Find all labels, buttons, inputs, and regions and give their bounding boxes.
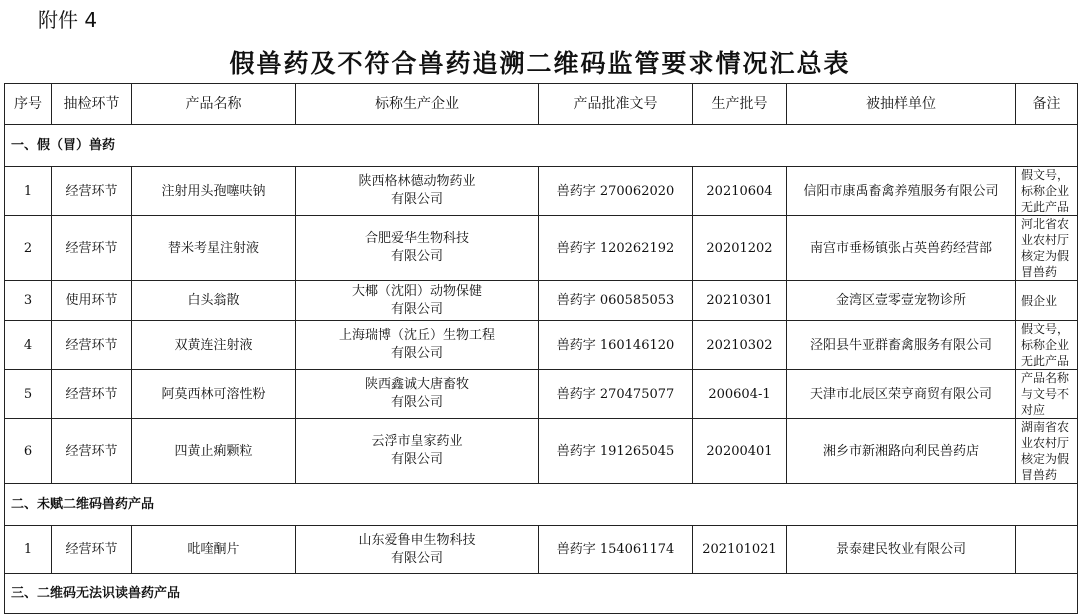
cell-batch: 20210604: [693, 167, 787, 216]
cell-maker: [296, 370, 539, 419]
table-row: [5, 419, 1078, 484]
table-row: [5, 281, 1078, 321]
header-stage: 抽检环节: [52, 84, 132, 125]
cell-unit: 信阳市康禹畜禽养殖服务有限公司: [787, 167, 1016, 216]
cell-no: 1: [5, 526, 52, 574]
section-row: [5, 125, 1078, 167]
maker-line-2: 有限公司: [390, 192, 443, 207]
cell-product: 替米考星注射液: [132, 216, 296, 281]
section-title: 三、二维码无法识读兽药产品: [5, 574, 1078, 614]
header-maker: 标称生产企业: [296, 84, 539, 125]
header-unit: 被抽样单位: [787, 84, 1016, 125]
cell-note: 假企业: [1016, 281, 1078, 321]
cell-product: 白头翁散: [132, 281, 296, 321]
maker-line-2: 有限公司: [390, 452, 443, 467]
cell-unit: 天津市北辰区荣亨商贸有限公司: [787, 370, 1016, 419]
cell-maker: [296, 419, 539, 484]
section-row: [5, 484, 1078, 526]
maker-line-1: 大椰（沈阳）动物保健: [351, 283, 482, 299]
cell-stage: 经营环节: [52, 370, 132, 419]
cell-no: 2: [5, 216, 52, 281]
cell-no: 5: [5, 370, 52, 419]
cell-no: 6: [5, 419, 52, 484]
table-row: [5, 526, 1078, 574]
cell-no: 3: [5, 281, 52, 321]
cell-product: 四黄止痢颗粒: [132, 419, 296, 484]
cell-batch: 20210302: [693, 321, 787, 370]
cell-approval: 兽药字 120262192: [539, 216, 693, 281]
cell-batch: 20201202: [693, 216, 787, 281]
header-product: 产品名称: [132, 84, 296, 125]
cell-product: 吡喹酮片: [132, 526, 296, 574]
table-row: [5, 321, 1078, 370]
cell-unit: 景泰建民牧业有限公司: [787, 526, 1016, 574]
cell-batch: 20200401: [693, 419, 787, 484]
cell-approval: 兽药字 270062020: [539, 167, 693, 216]
cell-note: 假文号，标称企业无此产品: [1016, 321, 1078, 370]
maker-line-1: 上海瑞博（沈丘）生物工程: [338, 328, 495, 343]
cell-product: 阿莫西林可溶性粉: [132, 370, 296, 419]
header-batch: 生产批号: [693, 84, 787, 125]
header-row: [5, 84, 1078, 125]
table-row: [5, 370, 1078, 419]
header-no: 序号: [5, 84, 52, 125]
summary-table: [4, 83, 1078, 614]
cell-product: 注射用头孢噻呋钠: [132, 167, 296, 216]
header-note: 备注: [1016, 84, 1078, 125]
section-row: [5, 574, 1078, 614]
cell-stage: 经营环节: [52, 216, 132, 281]
maker-line-2: 有限公司: [390, 550, 443, 566]
cell-batch: 20210301: [693, 281, 787, 321]
maker-line-1: 陕西鑫诚大唐畜牧: [364, 377, 469, 392]
cell-product: 双黄连注射液: [132, 321, 296, 370]
section-title: 二、未赋二维码兽药产品: [5, 484, 1078, 526]
cell-note: 河北省农业农村厅核定为假冒兽药: [1016, 216, 1078, 281]
maker-line-2: 有限公司: [390, 395, 443, 410]
cell-stage: 经营环节: [52, 526, 132, 574]
cell-maker: [296, 526, 539, 574]
cell-unit: 南宫市垂杨镇张占英兽药经营部: [787, 216, 1016, 281]
cell-stage: 经营环节: [52, 321, 132, 370]
cell-maker: [296, 216, 539, 281]
cell-maker: [296, 167, 539, 216]
cell-approval: 兽药字 154061174: [539, 526, 693, 574]
maker-line-1: 陕西格林德动物药业: [358, 174, 476, 189]
cell-no: 1: [5, 167, 52, 216]
maker-line-2: 有限公司: [390, 249, 443, 264]
cell-batch: 202101021: [693, 526, 787, 574]
cell-note: 假文号，标称企业无此产品: [1016, 167, 1078, 216]
cell-stage: 使用环节: [52, 281, 132, 321]
cell-unit: 泾阳县牛亚群畜禽服务有限公司: [787, 321, 1016, 370]
cell-maker: [296, 321, 539, 370]
cell-note: 湖南省农业农村厅核定为假冒兽药: [1016, 419, 1078, 484]
maker-line-2: 有限公司: [390, 346, 443, 361]
cell-approval: 兽药字 191265045: [539, 419, 693, 484]
cell-note: 产品名称与文号不对应: [1016, 370, 1078, 419]
cell-batch: 200604-1: [693, 370, 787, 419]
maker-line-1: 合肥爱华生物科技: [364, 231, 469, 246]
section-title: 一、假（冒）兽药: [5, 125, 1078, 167]
cell-maker: [296, 281, 539, 321]
cell-approval: 兽药字 270475077: [539, 370, 693, 419]
maker-line-1: 云浮市皇家药业: [371, 434, 463, 449]
cell-unit: 金湾区壹零壹宠物诊所: [787, 281, 1016, 321]
table-row: [5, 167, 1078, 216]
cell-no: 4: [5, 321, 52, 370]
cell-stage: 经营环节: [52, 419, 132, 484]
cell-approval: 兽药字 160146120: [539, 321, 693, 370]
header-approval: 产品批准文号: [539, 84, 693, 125]
cell-approval: 兽药字 060585053: [539, 281, 693, 321]
maker-line-2: 有限公司: [390, 301, 443, 317]
table-row: [5, 216, 1078, 281]
table-title: 假兽药及不符合兽药追溯二维码监管要求情况汇总表: [229, 49, 851, 78]
cell-unit: 湘乡市新湘路向利民兽药店: [787, 419, 1016, 484]
cell-note: [1016, 526, 1078, 574]
annex-label: 附件 4: [38, 8, 98, 32]
maker-line-1: 山东爱鲁申生物科技: [358, 532, 476, 548]
cell-stage: 经营环节: [52, 167, 132, 216]
